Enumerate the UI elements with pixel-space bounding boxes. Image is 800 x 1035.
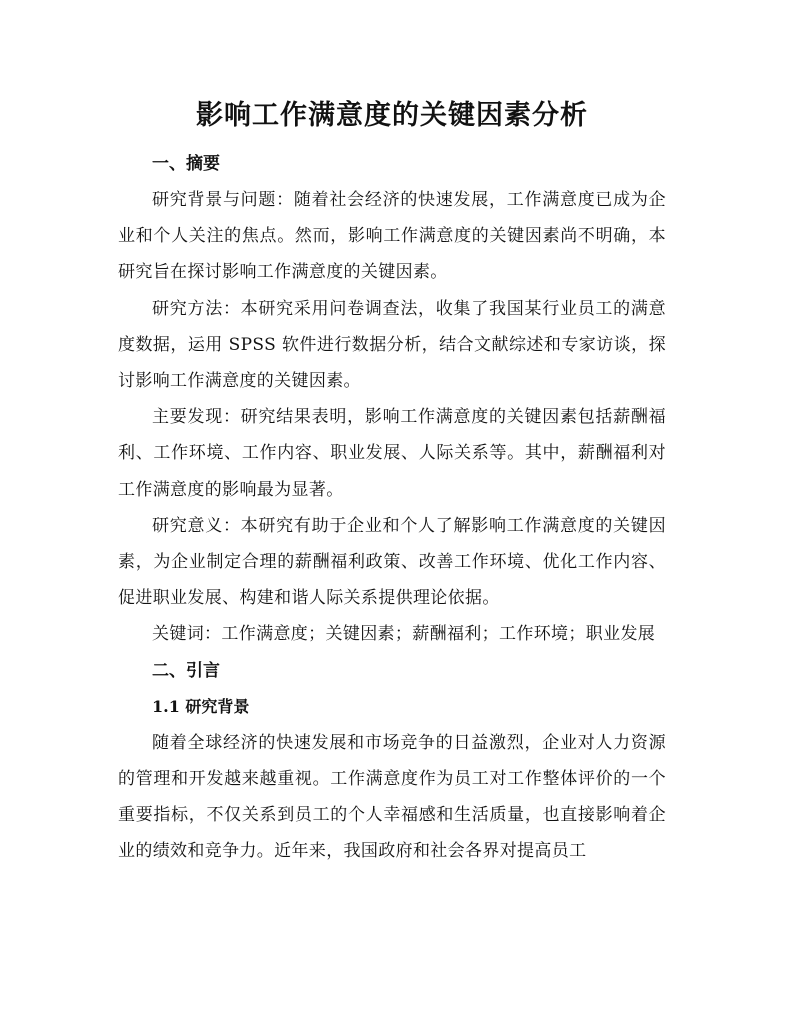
abstract-method-paragraph: 研究方法：本研究采用问卷调查法，收集了我国某行业员工的满意度数据，运用 SPSS 软件进行数据分析，结合文献综述和专家访谈，探讨影响工作满意度的关键因素。	[118, 298, 666, 392]
abstract-heading: 一、摘要	[152, 154, 220, 174]
abstract-background-paragraph: 研究背景与问题：随着社会经济的快速发展，工作满意度已成为企业和个人关注的焦点。然而，影响工作满意度的关键因素尚不明确，本研究旨在探讨影响工作满意度的关键因素。	[118, 190, 666, 283]
document-title: 影响工作满意度的关键因素分析	[196, 100, 588, 131]
introduction-heading: 二、引言	[152, 660, 220, 681]
abstract-significance-paragraph: 研究意义：本研究有助于企业和个人了解影响工作满意度的关键因素，为企业制定合理的薪酬福利政策、改善工作环境、优化工作内容、促进职业发展、构建和谐人际关系提供理论依据。	[118, 515, 666, 609]
keywords-paragraph: 关键词：工作满意度；关键因素；薪酬福利；工作环境；职业发展	[152, 624, 656, 645]
abstract-findings-paragraph: 主要发现：研究结果表明，影响工作满意度的关键因素包括薪酬福利、工作环境、工作内容、职业发展、人际关系等。其中，薪酬福利对工作满意度的影响最为显著。	[118, 407, 666, 500]
introduction-paragraph: 随着全球经济的快速发展和市场竞争的日益激烈，企业对人力资源的管理和开发越来越重视。工作满意度作为员工对工作整体评价的一个重要指标，不仅关系到员工的个人幸福感和生活质量，也直接影响着企业的绩效和竞争力。近年来，我国政府和社会各界对提高员工	[118, 732, 666, 862]
research-background-subheading: 1.1 研究背景	[152, 696, 250, 716]
document-page	[118, 92, 666, 869]
